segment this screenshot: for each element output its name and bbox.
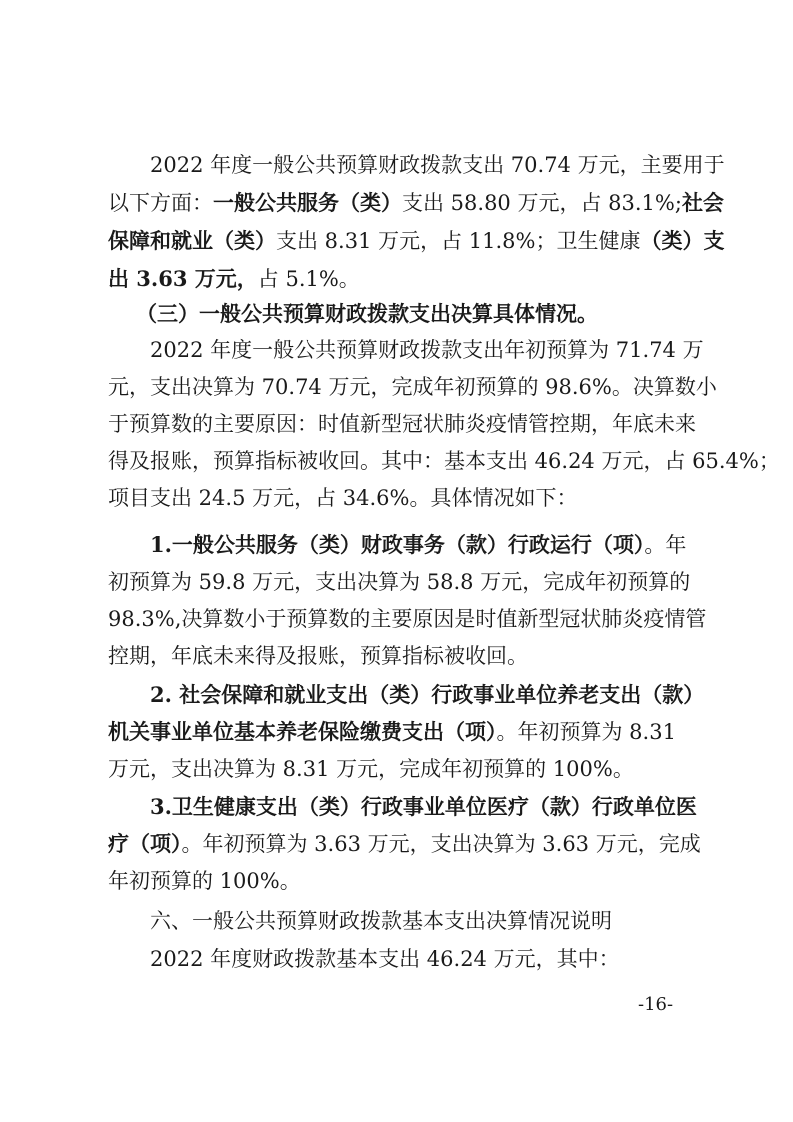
bold-category: （类）支	[640, 228, 725, 253]
page-number: -16-	[638, 994, 674, 1015]
item-3-line-2	[108, 825, 701, 863]
item-2-line-3: 万元，支出决算为 8.31 万元，完成年初预算的 100%。	[108, 757, 634, 781]
item-2-paragraph	[108, 676, 705, 788]
item-2-title: 2. 社会保障和就业支出（类）行政事业单位养老支出（款）	[150, 682, 705, 707]
text-span: 。年初预算为 3.63 万元，支出决算为 3.63 万元，完成	[181, 832, 701, 856]
section-six-line: 2022 年度财政拨款基本支出 46.24 万元，其中：	[150, 947, 620, 971]
item-1-line-1	[108, 526, 688, 564]
section-six-heading	[108, 903, 688, 940]
section-six-paragraph	[108, 941, 688, 978]
item-3-title: 3.卫生健康支出（类）行政事业单位医疗（款）行政单位医	[150, 794, 697, 819]
item-2-subtitle: 机关事业单位基本养老保险缴费支出（项）	[108, 719, 497, 744]
item-1-title: 1.一般公共服务（类）财政事务（款）行政运行（项）	[150, 532, 645, 557]
item-1-line: 控期，年底未来得及报账，预算指标被收回。	[108, 644, 528, 668]
text-span: 。年初预算为 8.31	[496, 720, 676, 744]
text-span: 以下方面：	[108, 191, 213, 215]
text-span: 支出 8.31 万元，占 11.8%；卫生健康	[276, 229, 641, 253]
text-span: 。年	[644, 533, 687, 557]
heading-text: （三）一般公共预算财政拨款支出决算具体情况。	[136, 301, 598, 326]
section-a-line-3	[108, 222, 725, 260]
bold-category: 保障和就业（类）	[108, 228, 276, 253]
section-b-line: 得及报账，预算指标被收回。其中：基本支出 46.24 万元，占 65.4%；	[108, 449, 780, 473]
section-a-paragraph	[108, 147, 725, 298]
item-3-line-3: 年初预算的 100%。	[108, 869, 301, 893]
section-b-paragraph	[108, 332, 780, 517]
heading-text: 六、一般公共预算财政拨款基本支出决算情况说明	[150, 909, 612, 933]
text-span: 占 5.1%。	[257, 267, 360, 291]
section-a-line-2	[108, 184, 724, 222]
item-1-paragraph	[108, 526, 707, 675]
text-span: 支出 58.80 万元，占 83.1%;	[402, 191, 682, 215]
item-3-paragraph	[108, 788, 701, 900]
section-b-line: 2022 年度一般公共预算财政拨款支出年初预算为 71.74 万	[150, 338, 704, 362]
bold-category: 一般公共服务（类）	[213, 190, 402, 215]
bold-category: 出 3.63 万元，	[108, 266, 258, 291]
section-a-line-4	[108, 260, 688, 298]
item-1-line: 98.3%,决算数小于预算数的主要原因是时值新型冠状肺炎疫情管	[108, 607, 707, 631]
section-b-line: 元，支出决算为 70.74 万元，完成年初预算的 98.6%。决算数小	[108, 375, 717, 399]
section-a-line-1: 2022 年度一般公共预算财政拨款支出 70.74 万元，主要用于	[150, 153, 725, 177]
section-b-line: 项目支出 24.5 万元，占 34.6%。具体情况如下：	[108, 486, 578, 510]
item-1-line: 初预算为 59.8 万元，支出决算为 58.8 万元，完成年初预算的	[108, 570, 691, 594]
section-b-line: 于预算数的主要原因：时值新型冠状肺炎疫情管控期，年底未来	[108, 412, 696, 436]
item-2-line-2	[108, 713, 688, 751]
item-3-subtitle: 疗（项）	[108, 831, 182, 856]
section-b-heading	[108, 295, 688, 332]
bold-category: 社会	[681, 190, 724, 215]
